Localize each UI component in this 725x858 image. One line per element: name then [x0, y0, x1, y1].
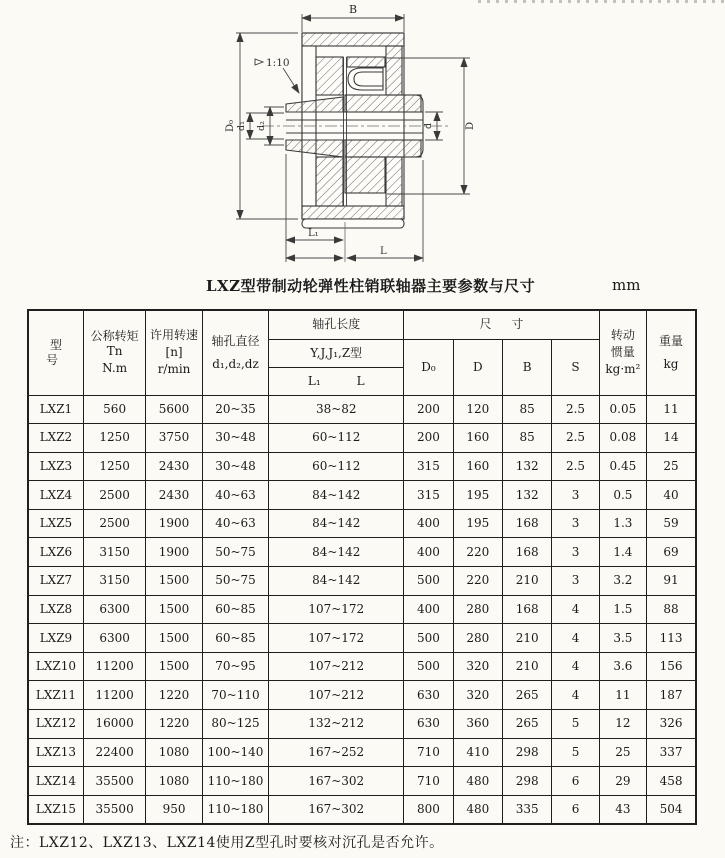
cell-model: LXZ14 [28, 767, 83, 796]
cell-D: 360 [453, 710, 502, 739]
cell-length: 107~172 [269, 624, 404, 653]
cell-weight: 504 [647, 795, 696, 824]
taper-annotation [255, 57, 299, 93]
cell-speed: 1500 [146, 652, 202, 681]
parameters-table [27, 309, 697, 825]
cell-D: 480 [453, 795, 502, 824]
cell-speed: 2430 [146, 452, 202, 481]
cell-D: 220 [453, 567, 502, 596]
cell-D: 320 [453, 681, 502, 710]
cell-S: 2.5 [552, 452, 599, 481]
cell-speed: 1900 [146, 538, 202, 567]
cell-S: 4 [552, 595, 599, 624]
cell-bore: 30~48 [202, 424, 268, 453]
cell-speed: 2430 [146, 481, 202, 510]
table-row [28, 395, 696, 424]
cell-torque: 560 [83, 395, 145, 424]
header-inertia-line1: 转动 [610, 328, 635, 343]
cell-weight: 88 [647, 595, 696, 624]
cell-weight: 11 [647, 395, 696, 424]
cell-S: 5 [552, 710, 599, 739]
cell-inertia: 3.5 [599, 624, 646, 653]
header-bore-line2: d₁,d₂,dz [212, 356, 259, 371]
header-torque-line2: N.m [102, 361, 128, 376]
cell-B: 210 [502, 567, 551, 596]
cell-model: LXZ6 [28, 538, 83, 567]
header-bore-line1: 轴孔直径 [211, 333, 260, 348]
dim-D-label: D [465, 121, 476, 131]
header-size-D: D [453, 339, 502, 395]
cell-S: 2.5 [552, 395, 599, 424]
cell-model: LXZ12 [28, 710, 83, 739]
cell-weight: 91 [647, 567, 696, 596]
cell-weight: 337 [647, 738, 696, 767]
cell-inertia: 0.45 [599, 452, 646, 481]
cell-weight: 326 [647, 710, 696, 739]
elastic-pin [348, 68, 383, 90]
cell-model: LXZ11 [28, 681, 83, 710]
header-inertia-line2: 惯量 [610, 345, 635, 360]
cell-B: 335 [502, 795, 551, 824]
cell-bore: 110~180 [202, 795, 268, 824]
dim-L1-label: L₁ [308, 228, 319, 239]
cell-inertia: 29 [599, 767, 646, 796]
cell-inertia: 1.4 [599, 538, 646, 567]
cell-D0: 500 [404, 624, 453, 653]
page-title: LXZ型带制动轮弹性柱销联轴器主要参数与尺寸 [206, 277, 536, 295]
taper-symbol [255, 59, 263, 65]
header-length-group: 轴孔长度 [269, 310, 404, 339]
cell-inertia: 0.05 [599, 395, 646, 424]
header-size-D0: D₀ [404, 339, 453, 395]
right-hub-top [345, 95, 421, 112]
cell-S: 3 [552, 509, 599, 538]
cell-weight: 113 [647, 624, 696, 653]
header-inertia-line3: kg·m² [605, 362, 641, 377]
cell-length: 84~142 [269, 509, 404, 538]
cell-D: 320 [453, 652, 502, 681]
cell-D0: 630 [404, 681, 453, 710]
cell-D: 280 [453, 624, 502, 653]
cell-S: 3 [552, 481, 599, 510]
cell-speed: 1220 [146, 681, 202, 710]
unit-label: mm [612, 276, 641, 294]
table-row [28, 767, 696, 796]
cell-weight: 187 [647, 681, 696, 710]
header-size-B: B [502, 339, 551, 395]
cell-length: 167~252 [269, 738, 404, 767]
header-speed-line2: [n] [165, 345, 183, 360]
cell-torque: 3150 [83, 567, 145, 596]
cell-weight: 458 [647, 767, 696, 796]
lower-center-boss [345, 157, 385, 193]
wheel-bottom-lip [302, 219, 404, 228]
cell-torque: 11200 [83, 652, 145, 681]
dim-d-label: d [423, 122, 434, 130]
cell-weight: 156 [647, 652, 696, 681]
header-speed-line1: 许用转速 [150, 328, 199, 343]
header-torque [83, 310, 145, 395]
cell-D: 195 [453, 481, 502, 510]
cell-length: 107~212 [269, 681, 404, 710]
dim-B [302, 14, 404, 32]
cell-B: 168 [502, 509, 551, 538]
cell-S: 6 [552, 795, 599, 824]
cell-D0: 315 [404, 481, 453, 510]
cell-inertia: 1.5 [599, 595, 646, 624]
cell-D: 195 [453, 509, 502, 538]
cell-D: 480 [453, 767, 502, 796]
cell-D0: 315 [404, 452, 453, 481]
cell-speed: 1500 [146, 567, 202, 596]
header-bore [202, 310, 268, 395]
wheel-right-web-top [386, 46, 402, 95]
cell-inertia: 0.5 [599, 481, 646, 510]
cell-inertia: 3.6 [599, 652, 646, 681]
cell-B: 85 [502, 424, 551, 453]
header-torque-line1: 公称转矩Tn [90, 329, 139, 359]
header-size-group: 尺 寸 [404, 310, 599, 339]
cell-length: 107~172 [269, 595, 404, 624]
table-body [28, 395, 696, 824]
cell-bore: 40~63 [202, 481, 268, 510]
table-row [28, 595, 696, 624]
right-hub-bottom [345, 140, 421, 157]
cell-torque: 2500 [83, 481, 145, 510]
cell-bore: 50~75 [202, 567, 268, 596]
dim-L-label: L [380, 246, 387, 257]
cell-torque: 22400 [83, 738, 145, 767]
wheel-top-rim [302, 33, 404, 46]
dim-B-label: B [349, 3, 358, 16]
header-inertia [599, 310, 646, 395]
dim-d1-label: d₁ [236, 121, 247, 131]
cell-inertia: 12 [599, 710, 646, 739]
dim-d2-label: d₂ [256, 121, 267, 131]
cell-D0: 710 [404, 738, 453, 767]
table-row [28, 738, 696, 767]
cell-model: LXZ4 [28, 481, 83, 510]
cell-S: 3 [552, 567, 599, 596]
cell-S: 5 [552, 738, 599, 767]
header-weight-line1: 重量 [659, 333, 684, 348]
table-row [28, 538, 696, 567]
cell-bore: 60~85 [202, 595, 268, 624]
table-header [28, 310, 696, 395]
cell-torque: 3150 [83, 538, 145, 567]
cell-length: 167~302 [269, 767, 404, 796]
cell-length: 60~112 [269, 452, 404, 481]
cell-length: 107~212 [269, 652, 404, 681]
cell-torque: 6300 [83, 624, 145, 653]
cell-S: 6 [552, 767, 599, 796]
table-row [28, 567, 696, 596]
cell-length: 132~212 [269, 710, 404, 739]
cell-length: 84~142 [269, 481, 404, 510]
header-length-types: Y,J,J₁,Z型 [269, 339, 404, 367]
cell-inertia: 25 [599, 738, 646, 767]
cell-B: 265 [502, 681, 551, 710]
cell-speed: 1080 [146, 767, 202, 796]
cell-B: 168 [502, 595, 551, 624]
cell-model: LXZ8 [28, 595, 83, 624]
cell-weight: 25 [647, 452, 696, 481]
cell-B: 210 [502, 652, 551, 681]
cell-torque: 11200 [83, 681, 145, 710]
right-flange-top [347, 57, 385, 67]
cell-bore: 100~140 [202, 738, 268, 767]
cell-model: LXZ15 [28, 795, 83, 824]
cell-bore: 40~63 [202, 509, 268, 538]
cell-length: 84~142 [269, 538, 404, 567]
cell-D0: 800 [404, 795, 453, 824]
cell-D: 160 [453, 424, 502, 453]
cell-model: LXZ9 [28, 624, 83, 653]
cell-torque: 2500 [83, 509, 145, 538]
cell-B: 132 [502, 481, 551, 510]
cell-S: 3 [552, 538, 599, 567]
cell-speed: 5600 [146, 395, 202, 424]
table-row [28, 509, 696, 538]
cell-inertia: 1.3 [599, 509, 646, 538]
cell-B: 85 [502, 395, 551, 424]
cell-D0: 400 [404, 595, 453, 624]
cell-S: 4 [552, 681, 599, 710]
cell-D0: 500 [404, 652, 453, 681]
wheel-bottom-rim [302, 206, 404, 219]
header-size-S: S [552, 339, 599, 395]
cell-bore: 70~95 [202, 652, 268, 681]
cell-length: 84~142 [269, 567, 404, 596]
taper-label: 1:10 [266, 57, 290, 69]
cell-speed: 1220 [146, 710, 202, 739]
table-row [28, 481, 696, 510]
cell-bore: 80~125 [202, 710, 268, 739]
cell-speed: 3750 [146, 424, 202, 453]
cell-model: LXZ1 [28, 395, 83, 424]
cell-D0: 400 [404, 538, 453, 567]
cell-speed: 1080 [146, 738, 202, 767]
cell-torque: 35500 [83, 767, 145, 796]
table-row [28, 795, 696, 824]
cell-D0: 710 [404, 767, 453, 796]
cell-model: LXZ7 [28, 567, 83, 596]
cell-weight: 59 [647, 509, 696, 538]
cell-speed: 1900 [146, 509, 202, 538]
header-weight-line2: kg [663, 356, 679, 371]
cell-torque: 1250 [83, 424, 145, 453]
cell-weight: 14 [647, 424, 696, 453]
cell-model: LXZ3 [28, 452, 83, 481]
cell-S: 4 [552, 652, 599, 681]
cell-length: 38~82 [269, 395, 404, 424]
table-row [28, 710, 696, 739]
drawing-svg [0, 0, 725, 270]
cell-bore: 60~85 [202, 624, 268, 653]
cell-weight: 69 [647, 538, 696, 567]
cell-D0: 630 [404, 710, 453, 739]
wheel-right-web-bottom [386, 157, 402, 206]
table-row [28, 624, 696, 653]
cell-torque: 16000 [83, 710, 145, 739]
cell-speed: 950 [146, 795, 202, 824]
cell-inertia: 43 [599, 795, 646, 824]
header-speed [146, 310, 202, 395]
cell-S: 2.5 [552, 424, 599, 453]
cell-D: 280 [453, 595, 502, 624]
cell-model: LXZ10 [28, 652, 83, 681]
title-row [0, 275, 725, 297]
cell-inertia: 0.08 [599, 424, 646, 453]
header-length-l1: L₁ [307, 373, 321, 388]
footnote: 注：LXZ12、LXZ13、LXZ14使用Z型孔时要核对沉孔是否允许。 [10, 835, 444, 851]
table-row [28, 452, 696, 481]
cell-D0: 400 [404, 509, 453, 538]
cell-speed: 1500 [146, 624, 202, 653]
cell-bore: 30~48 [202, 452, 268, 481]
cell-B: 210 [502, 624, 551, 653]
cell-model: LXZ5 [28, 509, 83, 538]
table-row [28, 424, 696, 453]
cell-weight: 40 [647, 481, 696, 510]
cell-D: 410 [453, 738, 502, 767]
cell-speed: 1500 [146, 595, 202, 624]
cell-D0: 200 [404, 424, 453, 453]
cell-torque: 6300 [83, 595, 145, 624]
cell-D: 220 [453, 538, 502, 567]
cell-D: 120 [453, 395, 502, 424]
left-flange-top [316, 57, 343, 95]
cell-bore: 70~110 [202, 681, 268, 710]
cell-S: 4 [552, 624, 599, 653]
header-weight [647, 310, 696, 395]
cell-bore: 20~35 [202, 395, 268, 424]
cell-length: 167~302 [269, 795, 404, 824]
header-length-l1-l [269, 367, 404, 395]
cell-D0: 200 [404, 395, 453, 424]
header-speed-line3: r/min [157, 362, 191, 377]
dim-D0-label: D₀ [225, 119, 236, 133]
left-flange-bottom [316, 157, 343, 206]
cell-D0: 500 [404, 567, 453, 596]
table-row [28, 652, 696, 681]
cell-B: 298 [502, 738, 551, 767]
header-length-l: L [356, 373, 365, 388]
cell-model: LXZ2 [28, 424, 83, 453]
cell-B: 132 [502, 452, 551, 481]
table-row [28, 681, 696, 710]
cell-D: 160 [453, 452, 502, 481]
cell-inertia: 11 [599, 681, 646, 710]
header-model: 型 号 [28, 310, 83, 395]
cell-torque: 1250 [83, 452, 145, 481]
cell-model: LXZ13 [28, 738, 83, 767]
cell-bore: 50~75 [202, 538, 268, 567]
cell-inertia: 3.2 [599, 567, 646, 596]
cell-bore: 110~180 [202, 767, 268, 796]
cell-length: 60~112 [269, 424, 404, 453]
cell-B: 168 [502, 538, 551, 567]
cell-B: 298 [502, 767, 551, 796]
coupling-cross-section-drawing [0, 0, 725, 270]
cell-B: 265 [502, 710, 551, 739]
cell-torque: 35500 [83, 795, 145, 824]
